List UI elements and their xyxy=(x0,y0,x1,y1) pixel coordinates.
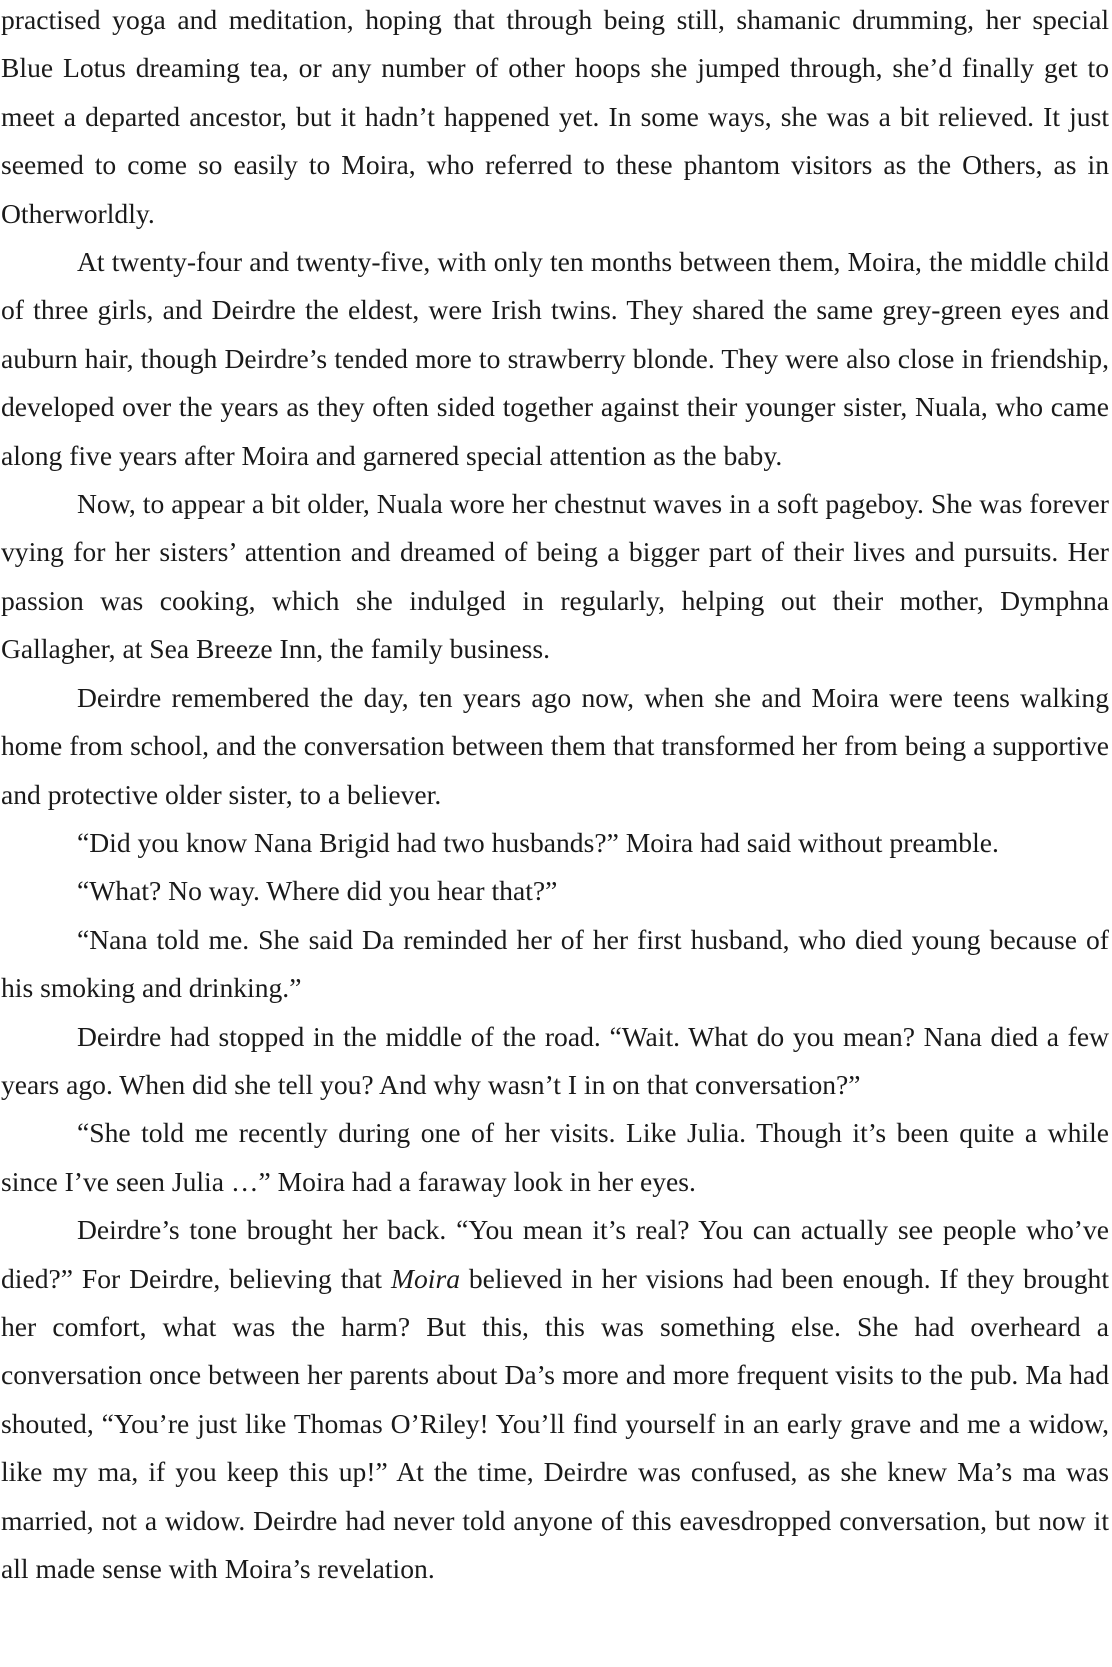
dialogue-text: “Did you know Nana Brigid had two husbands?” Moira had said without preamble. xyxy=(77,826,999,858)
paragraph xyxy=(1,1013,1109,1110)
paragraph xyxy=(1,238,1109,480)
paragraph xyxy=(1,867,1109,915)
paragraph-text: Now, to appear a bit older, Nuala wore her chestnut waves in a soft pageboy. She was forever vying for her sisters’ attention and dreamed of being a bigger part of their lives and pursuits. Her passion was cooking, which she indulged in regularly, helping out their mother, Dymphna Gallagher, at Sea Breeze Inn, the family business. xyxy=(1,488,1109,665)
body-text xyxy=(1,0,1109,1593)
paragraph-text: Deirdre’s tone brought her back. “You mean it’s real? You can actually see people who’ve died?” For Deirdre, believing that xyxy=(1,1214,1109,1294)
paragraph xyxy=(1,0,1109,238)
paragraph xyxy=(1,1206,1109,1593)
paragraph-text: believed in her visions had been enough. If they brought her comfort, what was the harm? But this, this was something else. She had overheard a conversation once between her parents about Da’s more and more frequent visits to the pub. Ma had shouted, “You’re just like Thomas O’Riley! You’ll find yourself in an early grave and me a widow, like my ma, if you keep this up!” At the time, Deirdre was confused, as she knew Ma’s ma was married, not a widow. Deirdre had never told anyone of this eavesdropped conversation, but now it all made sense with Moira’s revelation. xyxy=(1,1262,1109,1584)
paragraph xyxy=(1,1109,1109,1206)
dialogue-text: “What? No way. Where did you hear that?” xyxy=(77,875,558,907)
paragraph-text: At twenty-four and twenty-five, with only ten months between them, Moira, the middle child of three girls, and Deirdre the eldest, were Irish twins. They shared the same grey-green eyes and auburn hair, though Deirdre’s tended more to strawberry blonde. They were also close in friendship, developed over the years as they often sided together against their younger sister, Nuala, who came along five years after Moira and garnered special attention as the baby. xyxy=(1,246,1109,471)
dialogue-text: “She told me recently during one of her visits. Like Julia. Though it’s been quite a while since I’ve seen Julia …” Moira had a faraway look in her eyes. xyxy=(1,1117,1109,1197)
dialogue-text: “Nana told me. She said Da reminded her of her first husband, who died young because of his smoking and drinking.” xyxy=(1,923,1109,1004)
paragraph-text: Deirdre had stopped in the middle of the road. “Wait. What do you mean? Nana died a few years ago. When did she tell you? And why wasn’t I in on that conversation?” xyxy=(1,1020,1109,1100)
paragraph-text: practised yoga and meditation, hoping that through being still, shamanic drumming, her special Blue Lotus dreaming tea, or any number of other hoops she jumped through, she’d finally get to meet a departed ancestor, but it hadn’t happened yet. In some ways, she was a bit relieved. It just seemed to come so easily to Moira, who referred to these phantom visitors as the Others, as in Otherworldly. xyxy=(1,4,1109,229)
paragraph xyxy=(1,674,1109,819)
paragraph xyxy=(1,480,1109,674)
emphasis-text: Moira xyxy=(391,1262,460,1294)
paragraph xyxy=(1,819,1109,867)
paragraph-text: Deirdre remembered the day, ten years ago now, when she and Moira were teens walking home from school, and the conversation between them that transformed her from being a supportive and protective older sister, to a believer. xyxy=(1,681,1109,810)
paragraph xyxy=(1,916,1109,1013)
